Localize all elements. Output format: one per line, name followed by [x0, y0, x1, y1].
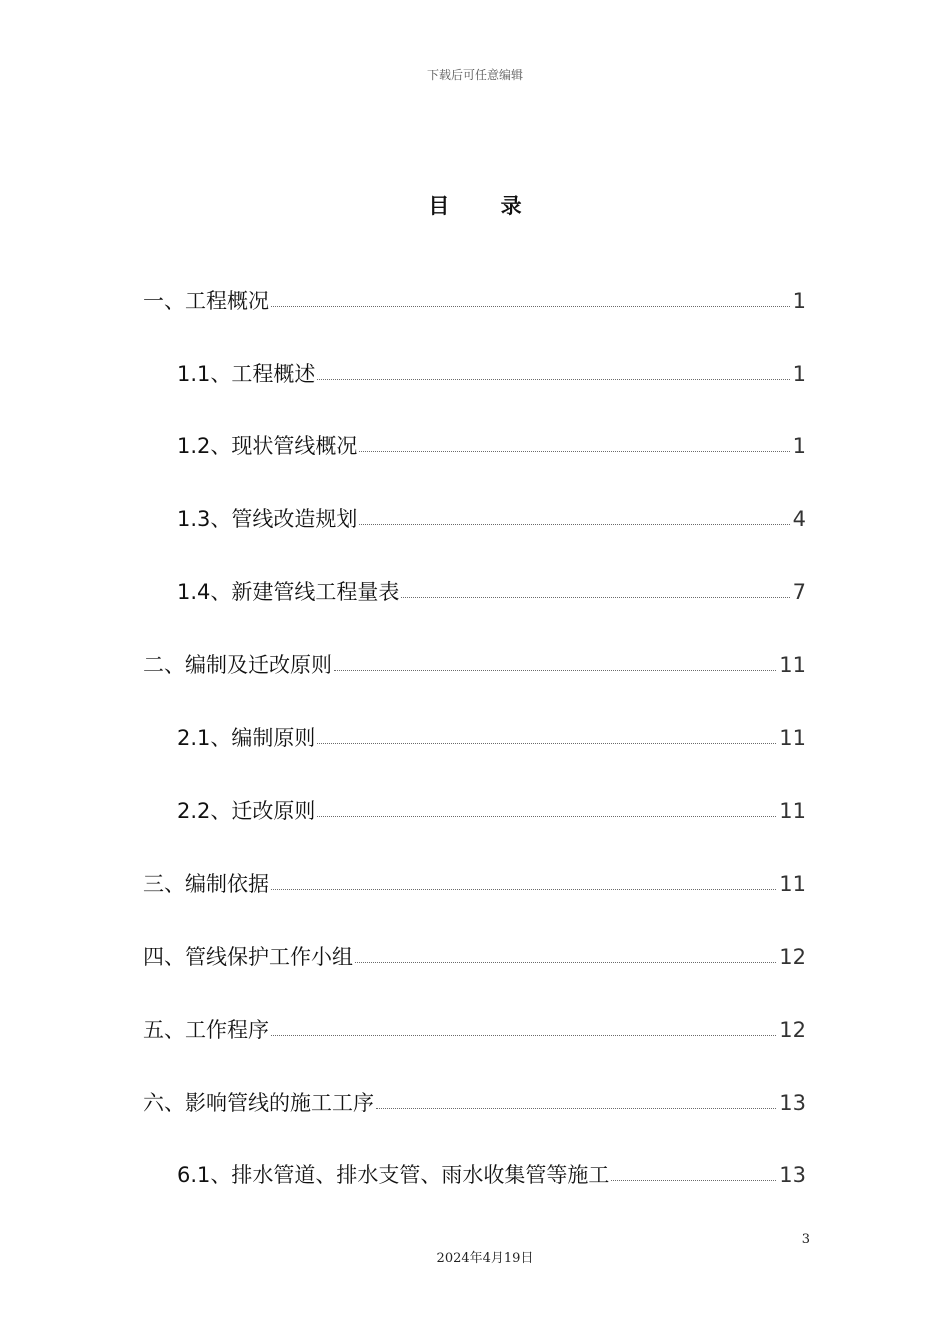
toc-entry-page: 1 — [792, 289, 806, 313]
toc-entry-label: 6.1、排水管道、排水支管、雨水收集管等施工 — [177, 1163, 610, 1187]
toc-entry-label: 四、管线保护工作小组 — [143, 945, 353, 969]
toc-leader-dots — [271, 888, 776, 890]
toc-entry[interactable] — [143, 644, 806, 680]
toc-leader-dots — [376, 1107, 776, 1109]
toc-entry-label: 五、工作程序 — [143, 1018, 269, 1042]
toc-entry-page: 7 — [792, 580, 806, 604]
toc-entry-page: 12 — [779, 1018, 806, 1042]
toc-entry[interactable] — [143, 280, 806, 316]
toc-entry-label: 六、影响管线的施工工序 — [143, 1091, 374, 1115]
toc-entry[interactable] — [177, 717, 806, 753]
toc-entry[interactable] — [177, 353, 806, 389]
toc-entry-label: 2.2、迁改原则 — [177, 799, 316, 823]
toc-entry[interactable] — [177, 425, 806, 461]
toc-entry[interactable] — [143, 936, 806, 972]
toc-entry-page: 11 — [779, 799, 806, 823]
toc-entry-label: 1.3、管线改造规划 — [177, 507, 358, 531]
toc-leader-dots — [271, 1034, 776, 1036]
toc-leader-dots — [271, 305, 790, 307]
toc-entry-page: 4 — [792, 507, 806, 531]
toc-entry-page: 13 — [779, 1091, 806, 1115]
toc-entry-page: 11 — [779, 726, 806, 750]
toc-entry-label: 2.1、编制原则 — [177, 726, 316, 750]
toc-entry-label: 1.4、新建管线工程量表 — [177, 580, 400, 604]
toc-entry-label: 二、编制及迁改原则 — [143, 653, 332, 677]
toc-leader-dots — [355, 961, 776, 963]
toc-leader-dots — [359, 450, 789, 452]
toc-entry[interactable] — [143, 1009, 806, 1045]
toc-title: 目 录 — [428, 194, 544, 218]
toc-entry-label: 三、编制依据 — [143, 872, 269, 896]
toc-entry[interactable] — [177, 1154, 806, 1190]
toc-leader-dots — [317, 742, 776, 744]
footer-date: 2024年4月19日 — [436, 1251, 534, 1266]
toc-leader-dots — [317, 815, 776, 817]
toc-entry-page: 1 — [792, 362, 806, 386]
toc-entry[interactable] — [177, 498, 806, 534]
toc-entry-label: 一、工程概况 — [143, 289, 269, 313]
toc-entry-label: 1.1、工程概述 — [177, 362, 316, 386]
toc-entry-page: 11 — [779, 653, 806, 677]
toc-leader-dots — [611, 1179, 776, 1181]
toc-entry-label: 1.2、现状管线概况 — [177, 434, 358, 458]
toc-entry-page: 13 — [779, 1163, 806, 1187]
toc-entry[interactable] — [177, 790, 806, 826]
page-header: 下载后可任意编辑 — [426, 68, 523, 82]
toc-leader-dots — [334, 669, 776, 671]
toc-leader-dots — [359, 523, 789, 525]
page-number: 3 — [801, 1232, 810, 1247]
toc-entry-page: 11 — [779, 872, 806, 896]
toc-entry[interactable] — [143, 863, 806, 899]
toc-entry[interactable] — [177, 571, 806, 607]
toc-leader-dots — [401, 596, 789, 598]
toc-entry-page: 12 — [779, 945, 806, 969]
toc-entry[interactable] — [143, 1082, 806, 1118]
toc-entry-page: 1 — [792, 434, 806, 458]
toc-leader-dots — [317, 378, 789, 380]
